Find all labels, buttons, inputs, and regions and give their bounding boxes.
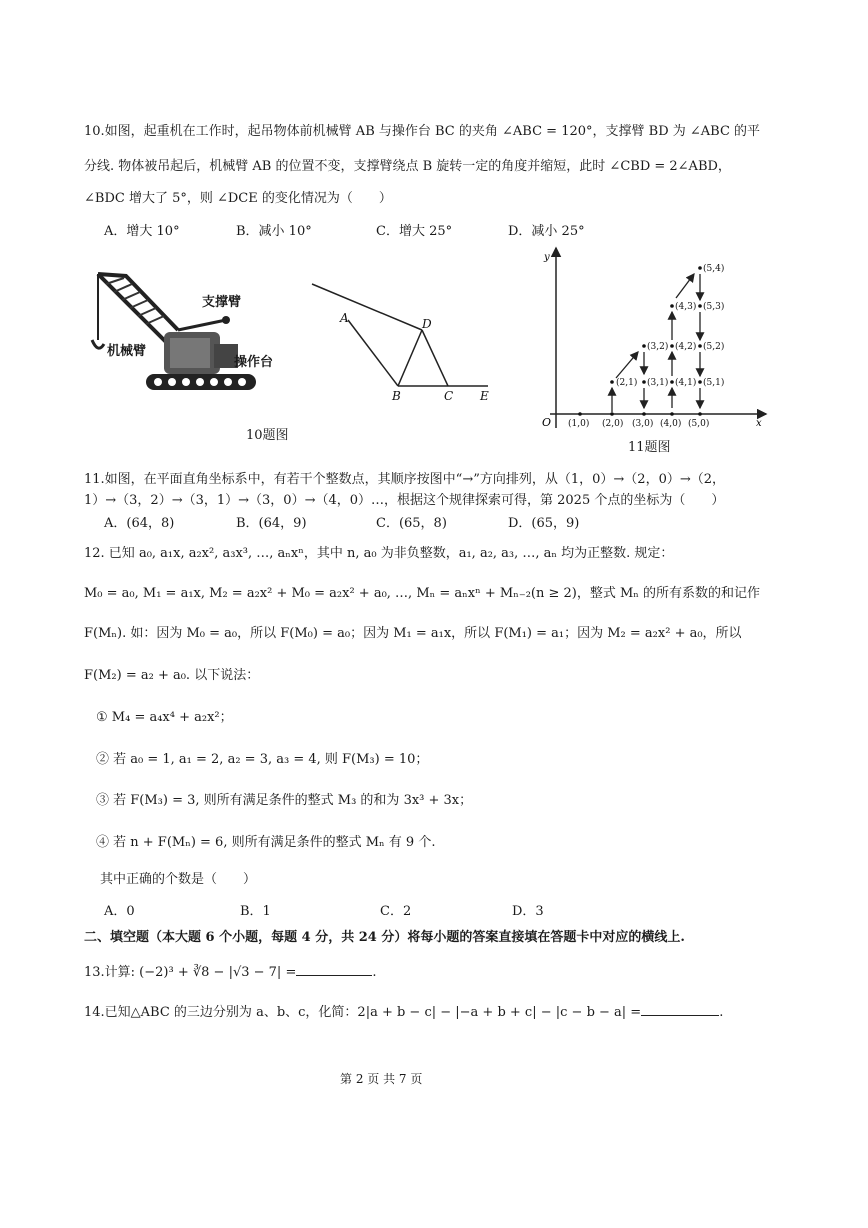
q13-end: .: [372, 965, 377, 980]
crane-label-mechanical-arm: 机械臂: [107, 340, 146, 359]
fig11-caption: 11题图: [628, 440, 671, 455]
q14-end: .: [719, 1005, 724, 1020]
x-axis-label: x: [756, 418, 762, 429]
pt-1-0: (1,0): [568, 419, 590, 429]
point-d-label: D: [422, 317, 432, 331]
pt-5-0: (5,0): [688, 419, 710, 429]
point-e-label: E: [480, 389, 489, 403]
pt-5-4: (5,4): [703, 264, 725, 274]
q12-statement-4: ④ 若 n + F(Mₙ) = 6, 则所有满足条件的整式 Mₙ 有 9 个.: [96, 835, 436, 850]
crane-figure: [86, 262, 286, 402]
q12-question: 其中正确的个数是（ ）: [100, 872, 257, 887]
q11-option-b: B．(64，9): [236, 516, 307, 531]
pt-5-3: (5,3): [703, 302, 725, 312]
q10-option-c: C．增大 25°: [376, 224, 453, 239]
q13-answer-blank: [296, 961, 372, 976]
q14-line: [84, 1001, 723, 1023]
origin-label: O: [542, 416, 552, 429]
pt-4-1: (4,1): [675, 378, 697, 388]
q12-option-b: B．1: [240, 904, 271, 919]
q12-line2: M₀ = a₀, M₁ = a₁x, M₂ = a₂x² + M₀ = a₂x² + a₀, …, Mₙ = aₙxⁿ + Mₙ₋₂(n ≥ 2)，整式 Mₙ 的所有系数的和记作: [84, 586, 761, 601]
q11-line2: 1）→（3，2）→（3，1）→（3，0）→（4，0）…，根据这个规律探索可得，第 2025 个点的坐标为（ ）: [84, 493, 725, 508]
q10-line3: ∠BDC 增大了 5°，则 ∠DCE 的变化情况为（ ）: [84, 191, 392, 206]
point-b-label: B: [392, 389, 401, 403]
q14-answer-blank: [641, 1001, 719, 1016]
q13-text: 13.计算: (−2)³ + ∛8 − |√3 − 7| =: [84, 965, 297, 980]
y-axis-label: y: [544, 252, 550, 263]
pt-4-2: (4,2): [675, 342, 697, 352]
pt-4-0: (4,0): [660, 419, 682, 429]
point-c-label: C: [444, 389, 454, 403]
angle-figure: [310, 278, 510, 408]
page-footer: 第 2 页 共 7 页: [340, 1072, 423, 1086]
q10-option-d: D．减小 25°: [508, 224, 585, 239]
q12-statement-2: ② 若 a₀ = 1, a₁ = 2, a₂ = 3, a₃ = 4, 则 F(M₃) = 10；: [96, 752, 429, 767]
q12-line4: F(M₂) = a₂ + a₀. 以下说法：: [84, 668, 260, 683]
pt-5-1: (5,1): [703, 378, 725, 388]
q11-option-a: A．(64，8): [104, 516, 175, 531]
q12-statement-1: ① M₄ = a₄x⁴ + a₂x²；: [96, 710, 233, 725]
q10-option-b: B．减小 10°: [236, 224, 312, 239]
pt-3-2: (3,2): [647, 342, 669, 352]
q10-line2: 分线. 物体被吊起后，机械臂 AB 的位置不变，支撑臂绕点 B 旋转一定的角度并缩短，此时 ∠CBD = 2∠ABD，: [84, 159, 731, 174]
q12-line1: 12. 已知 a₀, a₁x, a₂x², a₃x³, …, aₙxⁿ，其中 n, a₀ 为非负整数，a₁, a₂, a₃, …, aₙ 均为正整数. 规定：: [84, 546, 674, 561]
q14-text: 14.已知△ABC 的三边分别为 a、b、c，化简：2|a + b − c| − |−a + b + c| − |c − b − a| =: [84, 1005, 642, 1020]
pt-2-1: (2,1): [616, 378, 638, 388]
q12-statement-3: ③ 若 F(M₃) = 3, 则所有满足条件的整式 M₃ 的和为 3x³ + 3x；: [96, 793, 473, 808]
q12-option-a: A．0: [104, 904, 135, 919]
crane-label-support-arm: 支撑臂: [202, 295, 242, 310]
q12-option-d: D．3: [512, 904, 544, 919]
fig10-caption: 10题图: [246, 428, 289, 443]
q10-line1: 10.如图，起重机在工作时，起吊物体前机械臂 AB 与操作台 BC 的夹角 ∠ABC = 120°，支撑臂 BD 为 ∠ABC 的平: [84, 124, 761, 139]
pt-5-2: (5,2): [703, 342, 725, 352]
pt-4-3: (4,3): [675, 302, 697, 312]
q12-line3: F(Mₙ). 如：因为 M₀ = a₀，所以 F(M₀) = a₀；因为 M₁ = a₁x，所以 F(M₁) = a₁；因为 M₂ = a₂x² + a₀，所以: [84, 626, 742, 641]
q13-line: [84, 961, 376, 983]
section2-heading: 二、填空题（本大题 6 个小题，每题 4 分，共 24 分）将每小题的答案直接填在答题卡中对应的横线上.: [84, 930, 685, 945]
q11-line1: 11.如图，在平面直角坐标系中，有若干个整数点，其顺序按图中“→”方向排列，从（1，0）→（2，0）→（2，: [84, 472, 725, 487]
pt-3-0: (3,0): [632, 419, 654, 429]
pt-3-1: (3,1): [647, 378, 669, 388]
q10-option-a: A．增大 10°: [104, 224, 180, 239]
q11-option-d: D．(65，9): [508, 516, 580, 531]
q11-option-c: C．(65，8): [376, 516, 447, 531]
point-a-label: A: [340, 311, 349, 325]
crane-label-platform: 操作台: [234, 355, 274, 370]
q12-option-c: C．2: [380, 904, 412, 919]
lattice-figure: [530, 240, 780, 440]
pt-2-0: (2,0): [602, 419, 624, 429]
